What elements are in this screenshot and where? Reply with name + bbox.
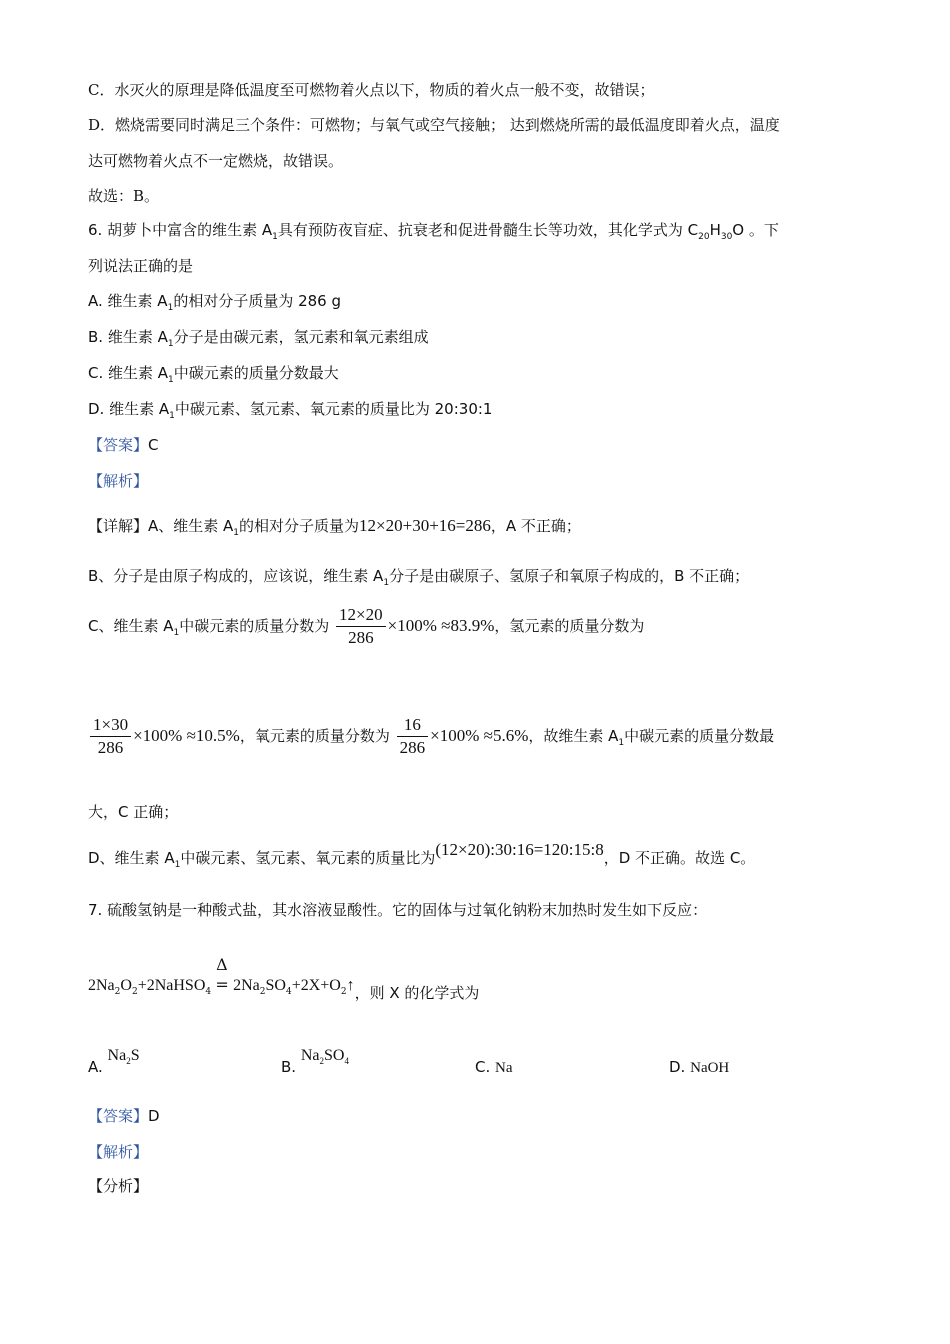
detail-line-2: B、分子是由原子构成的，应该说，维生素 $A_1$分子是由碳原子、氢原子和氧原子构成的，B 不正确； xyxy=(88,567,750,588)
text-line: 故选：B。 xyxy=(88,187,160,205)
question-6-stem: 6. 胡萝卜中富含的维生素 $A_1$具有预防夜盲症、抗衰老和促进骨髓生长等功效，其化学式为 $C_{20}H_{30}O$ 。下 xyxy=(88,221,779,242)
q7-option-c: C. Na xyxy=(475,1058,513,1076)
question-7-stem: 7. 硫酸氢钠是一种酸式盐，其水溶液显酸性。它的固体与过氧化钠粉末加热时发生如下反应： xyxy=(88,901,708,919)
option-c: C. 维生素 $A_1$中碳元素的质量分数最大 xyxy=(88,364,339,385)
fraction-oxygen: $\frac{16}{286}$ xyxy=(397,714,429,759)
question-6-stem-cont: 列说法正确的是 xyxy=(88,257,194,275)
fraction-carbon: $\frac{12\times 20}{286}$ xyxy=(336,604,386,649)
reaction-equation: $2Na_2O_2+2NaHSO_4$ Δ = $2Na_2SO_4+2X+O_2↑$，则 X 的化学式为 xyxy=(88,955,480,1002)
q7-option-b: B. $Na_2SO_4$ xyxy=(281,1047,349,1076)
answer-label: 【答案】 xyxy=(88,1107,149,1125)
detail-line-4: $\frac{1\times 30}{286}$ ×100% ≈10.5%，氧元素的质量分数为 $\frac{16}{286}$ ×100% ≈5.6%，故维生素 $A_1$中碳元素的质量分数最 xyxy=(88,712,774,760)
fraction-hydrogen: $\frac{1\times 30}{286}$ xyxy=(90,714,131,759)
heating-arrow: Δ = xyxy=(215,955,229,994)
detail-line-1: 【详解】A、维生素 $A_1$的相对分子质量为12×20+30+16=286，A 不正确； xyxy=(88,516,581,538)
text-line: D．燃烧需要同时满足三个条件：可燃物；与氧气或空气接触； 达到燃烧所需的最低温度即着火点，温度 xyxy=(88,116,780,134)
option-d: D. 维生素 $A_1$中碳元素、氢元素、氧元素的质量比为 20:30:1 xyxy=(88,400,493,421)
option-b: B. 维生素 $A_1$分子是由碳元素，氢元素和氧元素组成 xyxy=(88,328,429,349)
detail-line-3: C、维生素 $A_1$中碳元素的质量分数为 $\frac{12\times 20}{286}$ ×100% ≈83.9%，氢元素的质量分数为 xyxy=(88,605,645,647)
detail-line-5: 大，C 正确； xyxy=(88,803,179,821)
analysis-line xyxy=(88,471,148,491)
analysis-label: 【解析】 xyxy=(88,472,149,490)
answer-line-7: 【答案】D xyxy=(88,1107,160,1125)
option-a: A. 维生素 $A_1$的相对分子质量为 286 g xyxy=(88,292,342,313)
fenxi-line: 【分析】 xyxy=(88,1177,149,1195)
analysis-label: 【解析】 xyxy=(88,1143,149,1161)
answer-line: 【答案】C xyxy=(88,436,159,454)
detail-line-6: D、维生素 $A_1$中碳元素、氢元素、氧元素的质量比为(12×20):30:16=120:15:8，D 不正确。故选 C。 xyxy=(88,840,756,870)
text-line: C．水灭火的原理是降低温度至可燃物着火点以下，物质的着火点一般不变，故错误； xyxy=(88,81,655,99)
analysis-line-7 xyxy=(88,1142,148,1162)
q7-option-a: A. $Na_2S$ xyxy=(88,1047,140,1076)
answer-label: 【答案】 xyxy=(88,436,149,454)
q7-option-d: D. NaOH xyxy=(669,1058,730,1076)
text-line: 达可燃物着火点不一定燃烧，故错误。 xyxy=(88,152,344,170)
